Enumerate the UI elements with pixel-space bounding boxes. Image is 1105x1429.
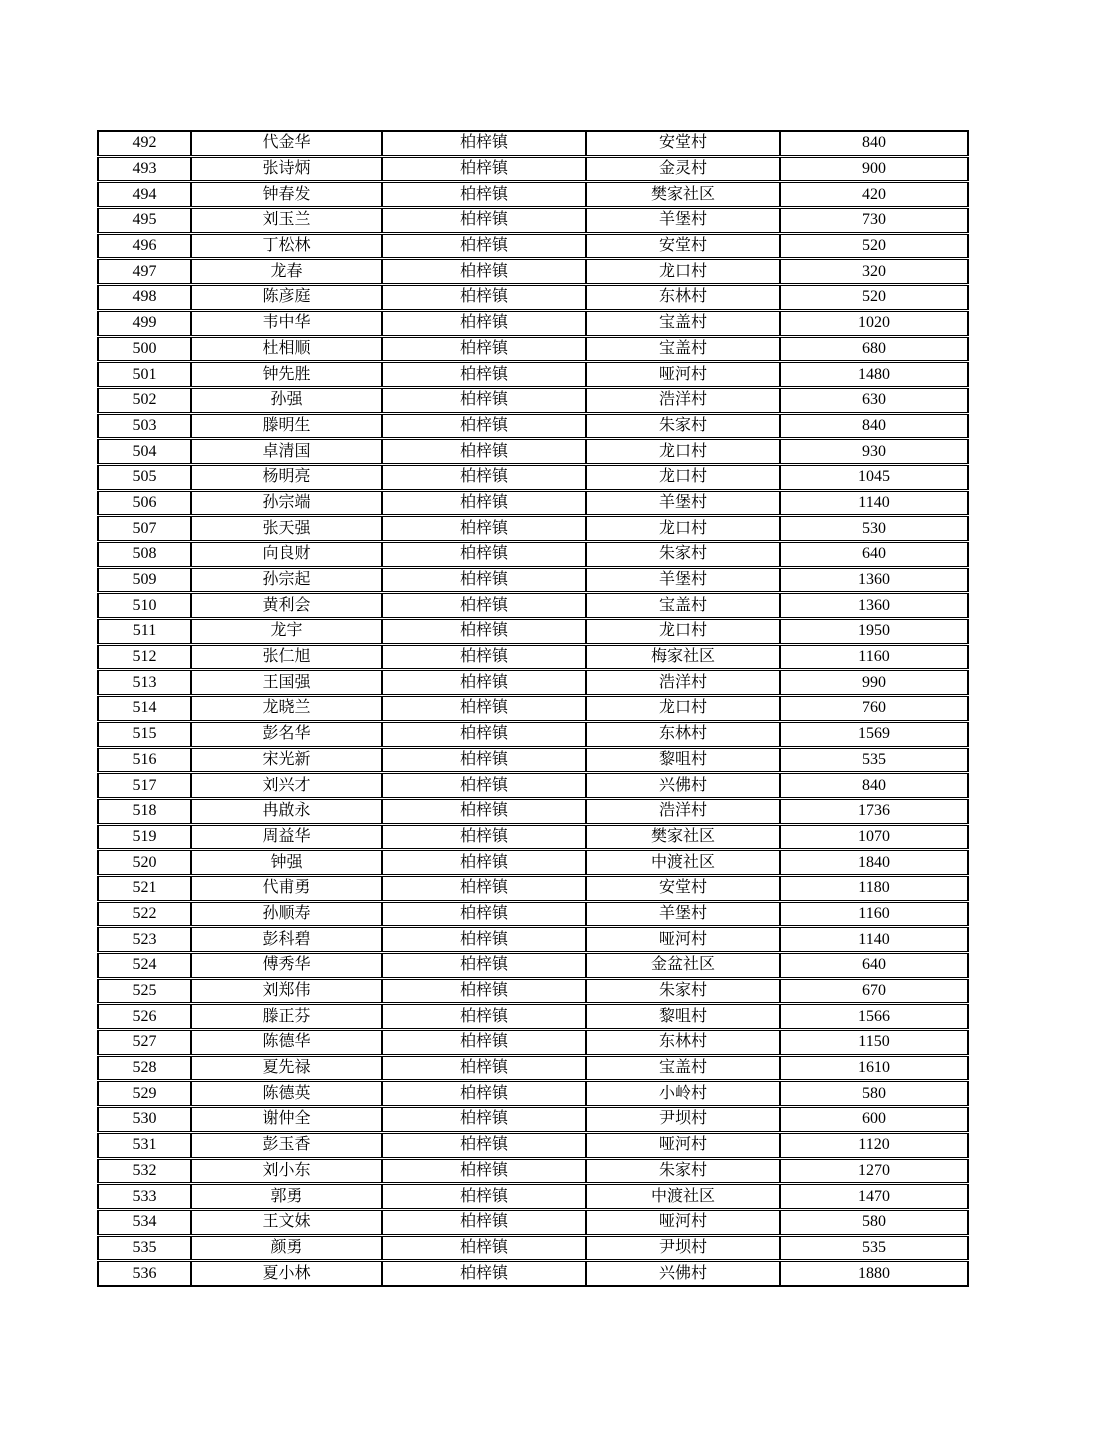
table-row (98, 824, 968, 850)
cell-village: 哑河村 (586, 927, 780, 953)
cell-no: 509 (98, 567, 191, 593)
cell-amount: 1950 (780, 619, 968, 645)
cell-town: 柏梓镇 (382, 233, 586, 259)
cell-no: 492 (98, 131, 191, 156)
table-row (98, 516, 968, 542)
cell-town: 柏梓镇 (382, 696, 586, 722)
cell-amount: 1566 (780, 1004, 968, 1030)
cell-no: 526 (98, 1004, 191, 1030)
cell-no: 498 (98, 285, 191, 311)
cell-town: 柏梓镇 (382, 1004, 586, 1030)
cell-no: 529 (98, 1081, 191, 1107)
cell-village: 金灵村 (586, 156, 780, 182)
cell-name: 黄利会 (191, 593, 382, 619)
cell-no: 503 (98, 413, 191, 439)
cell-town: 柏梓镇 (382, 1081, 586, 1107)
cell-town: 柏梓镇 (382, 387, 586, 413)
cell-name: 孙顺寿 (191, 901, 382, 927)
cell-name: 夏小林 (191, 1261, 382, 1286)
cell-amount: 640 (780, 542, 968, 568)
cell-town: 柏梓镇 (382, 1055, 586, 1081)
cell-name: 滕正芬 (191, 1004, 382, 1030)
table-row (98, 1209, 968, 1235)
cell-name: 向良财 (191, 542, 382, 568)
cell-no: 496 (98, 233, 191, 259)
cell-name: 钟先胜 (191, 362, 382, 388)
cell-name: 孙强 (191, 387, 382, 413)
cell-amount: 630 (780, 387, 968, 413)
cell-no: 518 (98, 798, 191, 824)
cell-village: 尹坝村 (586, 1107, 780, 1133)
table-row (98, 721, 968, 747)
cell-town: 柏梓镇 (382, 439, 586, 465)
cell-no: 517 (98, 773, 191, 799)
table-row (98, 1004, 968, 1030)
cell-town: 柏梓镇 (382, 490, 586, 516)
cell-town: 柏梓镇 (382, 542, 586, 568)
table-row (98, 1184, 968, 1210)
cell-town: 柏梓镇 (382, 1235, 586, 1261)
cell-no: 494 (98, 182, 191, 208)
cell-amount: 1840 (780, 850, 968, 876)
cell-town: 柏梓镇 (382, 721, 586, 747)
cell-amount: 1070 (780, 824, 968, 850)
cell-name: 彭玉香 (191, 1132, 382, 1158)
cell-amount: 1880 (780, 1261, 968, 1286)
cell-village: 龙口村 (586, 259, 780, 285)
cell-town: 柏梓镇 (382, 875, 586, 901)
cell-village: 哑河村 (586, 1132, 780, 1158)
cell-no: 524 (98, 953, 191, 979)
cell-amount: 1160 (780, 644, 968, 670)
cell-town: 柏梓镇 (382, 593, 586, 619)
table-row (98, 567, 968, 593)
table-row (98, 593, 968, 619)
cell-no: 515 (98, 721, 191, 747)
cell-name: 韦中华 (191, 310, 382, 336)
table-row (98, 1081, 968, 1107)
cell-village: 樊家社区 (586, 182, 780, 208)
cell-amount: 930 (780, 439, 968, 465)
cell-no: 521 (98, 875, 191, 901)
cell-village: 朱家村 (586, 1158, 780, 1184)
cell-amount: 530 (780, 516, 968, 542)
records-tbody (98, 131, 968, 1286)
table-row (98, 798, 968, 824)
cell-village: 朱家村 (586, 413, 780, 439)
cell-no: 519 (98, 824, 191, 850)
table-row (98, 619, 968, 645)
cell-name: 滕明生 (191, 413, 382, 439)
table-row (98, 1132, 968, 1158)
cell-amount: 1480 (780, 362, 968, 388)
cell-name: 张仁旭 (191, 644, 382, 670)
cell-town: 柏梓镇 (382, 901, 586, 927)
cell-no: 507 (98, 516, 191, 542)
cell-no: 528 (98, 1055, 191, 1081)
table-row (98, 336, 968, 362)
table-row (98, 387, 968, 413)
cell-town: 柏梓镇 (382, 798, 586, 824)
table-row (98, 413, 968, 439)
cell-village: 浩洋村 (586, 387, 780, 413)
cell-no: 505 (98, 464, 191, 490)
cell-no: 514 (98, 696, 191, 722)
cell-name: 谢仲全 (191, 1107, 382, 1133)
cell-no: 523 (98, 927, 191, 953)
cell-village: 中渡社区 (586, 850, 780, 876)
cell-village: 羊堡村 (586, 567, 780, 593)
cell-town: 柏梓镇 (382, 182, 586, 208)
cell-name: 孙宗起 (191, 567, 382, 593)
cell-village: 小岭村 (586, 1081, 780, 1107)
cell-no: 506 (98, 490, 191, 516)
cell-village: 龙口村 (586, 696, 780, 722)
table-row (98, 1030, 968, 1056)
cell-village: 东林村 (586, 285, 780, 311)
cell-name: 颜勇 (191, 1235, 382, 1261)
cell-village: 宝盖村 (586, 1055, 780, 1081)
cell-village: 黎咀村 (586, 747, 780, 773)
cell-amount: 520 (780, 233, 968, 259)
cell-name: 陈彦庭 (191, 285, 382, 311)
table-row (98, 696, 968, 722)
cell-town: 柏梓镇 (382, 1261, 586, 1286)
cell-town: 柏梓镇 (382, 208, 586, 234)
table-row (98, 1235, 968, 1261)
cell-village: 龙口村 (586, 464, 780, 490)
table-row (98, 978, 968, 1004)
cell-village: 中渡社区 (586, 1184, 780, 1210)
cell-name: 彭科碧 (191, 927, 382, 953)
cell-no: 497 (98, 259, 191, 285)
cell-amount: 1120 (780, 1132, 968, 1158)
cell-name: 冉啟永 (191, 798, 382, 824)
table-row (98, 670, 968, 696)
cell-name: 夏先禄 (191, 1055, 382, 1081)
cell-amount: 680 (780, 336, 968, 362)
cell-village: 哑河村 (586, 362, 780, 388)
table-row (98, 208, 968, 234)
cell-amount: 730 (780, 208, 968, 234)
cell-no: 501 (98, 362, 191, 388)
cell-name: 杨明亮 (191, 464, 382, 490)
cell-no: 511 (98, 619, 191, 645)
cell-no: 493 (98, 156, 191, 182)
cell-village: 浩洋村 (586, 670, 780, 696)
cell-amount: 1180 (780, 875, 968, 901)
cell-village: 浩洋村 (586, 798, 780, 824)
cell-amount: 600 (780, 1107, 968, 1133)
cell-name: 刘小东 (191, 1158, 382, 1184)
table-row (98, 850, 968, 876)
cell-village: 安堂村 (586, 875, 780, 901)
cell-no: 516 (98, 747, 191, 773)
cell-amount: 760 (780, 696, 968, 722)
cell-town: 柏梓镇 (382, 1184, 586, 1210)
cell-name: 张诗炳 (191, 156, 382, 182)
cell-amount: 1045 (780, 464, 968, 490)
cell-village: 安堂村 (586, 233, 780, 259)
cell-no: 533 (98, 1184, 191, 1210)
table-row (98, 953, 968, 979)
cell-name: 代甫勇 (191, 875, 382, 901)
cell-no: 532 (98, 1158, 191, 1184)
cell-town: 柏梓镇 (382, 1132, 586, 1158)
cell-amount: 1360 (780, 593, 968, 619)
cell-name: 杜相顺 (191, 336, 382, 362)
cell-amount: 640 (780, 953, 968, 979)
cell-village: 樊家社区 (586, 824, 780, 850)
cell-village: 龙口村 (586, 516, 780, 542)
cell-town: 柏梓镇 (382, 1158, 586, 1184)
cell-name: 陈德华 (191, 1030, 382, 1056)
cell-town: 柏梓镇 (382, 953, 586, 979)
table-row (98, 490, 968, 516)
cell-town: 柏梓镇 (382, 824, 586, 850)
cell-no: 530 (98, 1107, 191, 1133)
cell-no: 500 (98, 336, 191, 362)
table-row (98, 156, 968, 182)
cell-town: 柏梓镇 (382, 670, 586, 696)
cell-amount: 1020 (780, 310, 968, 336)
cell-town: 柏梓镇 (382, 362, 586, 388)
cell-town: 柏梓镇 (382, 259, 586, 285)
table-row (98, 362, 968, 388)
cell-name: 丁松林 (191, 233, 382, 259)
cell-name: 王文妹 (191, 1209, 382, 1235)
cell-village: 兴佛村 (586, 1261, 780, 1286)
cell-village: 东林村 (586, 721, 780, 747)
cell-no: 495 (98, 208, 191, 234)
cell-no: 510 (98, 593, 191, 619)
cell-town: 柏梓镇 (382, 285, 586, 311)
cell-amount: 840 (780, 773, 968, 799)
table-row (98, 439, 968, 465)
cell-name: 王国强 (191, 670, 382, 696)
cell-town: 柏梓镇 (382, 747, 586, 773)
cell-town: 柏梓镇 (382, 464, 586, 490)
cell-name: 刘玉兰 (191, 208, 382, 234)
cell-town: 柏梓镇 (382, 978, 586, 1004)
cell-amount: 1736 (780, 798, 968, 824)
cell-town: 柏梓镇 (382, 773, 586, 799)
cell-town: 柏梓镇 (382, 413, 586, 439)
cell-name: 张天强 (191, 516, 382, 542)
table-row (98, 464, 968, 490)
table-row (98, 131, 968, 156)
cell-no: 520 (98, 850, 191, 876)
cell-town: 柏梓镇 (382, 336, 586, 362)
cell-name: 卓清国 (191, 439, 382, 465)
cell-amount: 1140 (780, 490, 968, 516)
cell-amount: 900 (780, 156, 968, 182)
cell-name: 刘郑伟 (191, 978, 382, 1004)
table-row (98, 1055, 968, 1081)
table-row (98, 285, 968, 311)
table-row (98, 747, 968, 773)
cell-town: 柏梓镇 (382, 1209, 586, 1235)
cell-name: 钟强 (191, 850, 382, 876)
cell-village: 羊堡村 (586, 901, 780, 927)
cell-amount: 840 (780, 131, 968, 156)
cell-amount: 1360 (780, 567, 968, 593)
cell-name: 代金华 (191, 131, 382, 156)
cell-no: 513 (98, 670, 191, 696)
cell-village: 羊堡村 (586, 208, 780, 234)
cell-village: 安堂村 (586, 131, 780, 156)
cell-town: 柏梓镇 (382, 310, 586, 336)
cell-village: 龙口村 (586, 439, 780, 465)
cell-town: 柏梓镇 (382, 644, 586, 670)
cell-village: 黎咀村 (586, 1004, 780, 1030)
table-row (98, 1261, 968, 1286)
cell-amount: 1150 (780, 1030, 968, 1056)
cell-amount: 580 (780, 1081, 968, 1107)
cell-no: 512 (98, 644, 191, 670)
cell-village: 哑河村 (586, 1209, 780, 1235)
cell-no: 535 (98, 1235, 191, 1261)
table-row (98, 182, 968, 208)
cell-village: 尹坝村 (586, 1235, 780, 1261)
cell-village: 宝盖村 (586, 593, 780, 619)
cell-name: 郭勇 (191, 1184, 382, 1210)
cell-no: 534 (98, 1209, 191, 1235)
cell-no: 499 (98, 310, 191, 336)
cell-name: 龙宇 (191, 619, 382, 645)
cell-amount: 990 (780, 670, 968, 696)
cell-amount: 840 (780, 413, 968, 439)
table-row (98, 259, 968, 285)
cell-amount: 580 (780, 1209, 968, 1235)
cell-no: 527 (98, 1030, 191, 1056)
cell-town: 柏梓镇 (382, 850, 586, 876)
cell-amount: 1470 (780, 1184, 968, 1210)
cell-town: 柏梓镇 (382, 619, 586, 645)
table-row (98, 773, 968, 799)
table-row (98, 875, 968, 901)
records-table (97, 130, 969, 1287)
table-row (98, 542, 968, 568)
cell-village: 宝盖村 (586, 310, 780, 336)
table-row (98, 901, 968, 927)
cell-village: 兴佛村 (586, 773, 780, 799)
cell-village: 金盆社区 (586, 953, 780, 979)
cell-village: 羊堡村 (586, 490, 780, 516)
table-row (98, 310, 968, 336)
cell-amount: 1569 (780, 721, 968, 747)
cell-village: 龙口村 (586, 619, 780, 645)
table-row (98, 1107, 968, 1133)
table-row (98, 1158, 968, 1184)
cell-name: 彭名华 (191, 721, 382, 747)
cell-town: 柏梓镇 (382, 1107, 586, 1133)
cell-name: 孙宗端 (191, 490, 382, 516)
cell-village: 东林村 (586, 1030, 780, 1056)
cell-amount: 535 (780, 1235, 968, 1261)
cell-no: 508 (98, 542, 191, 568)
cell-name: 周益华 (191, 824, 382, 850)
cell-amount: 670 (780, 978, 968, 1004)
cell-village: 宝盖村 (586, 336, 780, 362)
cell-no: 502 (98, 387, 191, 413)
cell-no: 504 (98, 439, 191, 465)
cell-no: 522 (98, 901, 191, 927)
cell-town: 柏梓镇 (382, 927, 586, 953)
cell-village: 朱家村 (586, 542, 780, 568)
cell-amount: 320 (780, 259, 968, 285)
cell-name: 刘兴才 (191, 773, 382, 799)
cell-amount: 1270 (780, 1158, 968, 1184)
cell-village: 朱家村 (586, 978, 780, 1004)
cell-no: 525 (98, 978, 191, 1004)
cell-no: 531 (98, 1132, 191, 1158)
table-row (98, 927, 968, 953)
cell-amount: 535 (780, 747, 968, 773)
cell-no: 536 (98, 1261, 191, 1286)
cell-amount: 520 (780, 285, 968, 311)
cell-town: 柏梓镇 (382, 156, 586, 182)
cell-name: 龙春 (191, 259, 382, 285)
cell-name: 宋光新 (191, 747, 382, 773)
cell-name: 傅秀华 (191, 953, 382, 979)
cell-town: 柏梓镇 (382, 1030, 586, 1056)
cell-amount: 420 (780, 182, 968, 208)
table-row (98, 233, 968, 259)
cell-town: 柏梓镇 (382, 516, 586, 542)
cell-amount: 1160 (780, 901, 968, 927)
cell-village: 梅家社区 (586, 644, 780, 670)
cell-amount: 1610 (780, 1055, 968, 1081)
cell-town: 柏梓镇 (382, 131, 586, 156)
cell-name: 陈德英 (191, 1081, 382, 1107)
cell-town: 柏梓镇 (382, 567, 586, 593)
cell-name: 钟春发 (191, 182, 382, 208)
table-row (98, 644, 968, 670)
cell-amount: 1140 (780, 927, 968, 953)
cell-name: 龙晓兰 (191, 696, 382, 722)
